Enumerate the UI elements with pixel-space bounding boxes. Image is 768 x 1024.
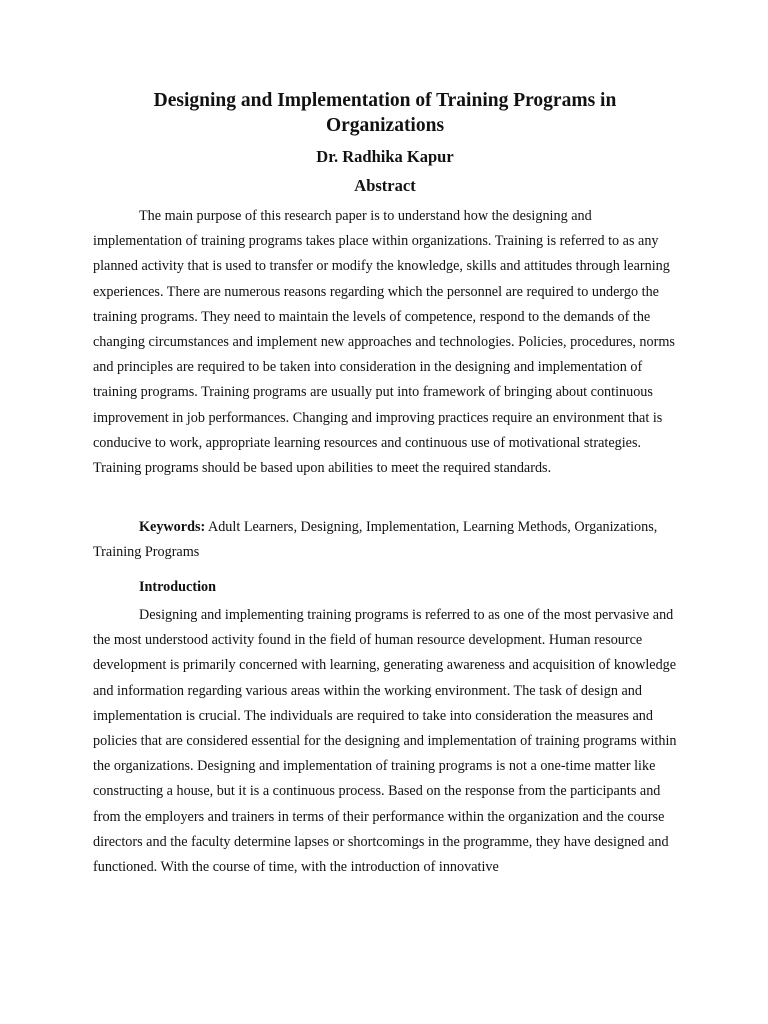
abstract-paragraph: The main purpose of this research paper is to understand how the designing and implementation of training programs takes place within organizations. Training is referred to as any planned activity that is used to transfer or modify the knowledge, skills and attitudes through learning experiences. There are numerous reasons regarding which the personnel are required to undergo the training programs. They need to maintain the levels of competence, respond to the demands of the changing circumstances and implement new approaches and technologies. Policies, procedures, norms and principles are required to be taken into consideration in the designing and implementation of training programs. Training programs are usually put into framework of bringing about continuous improvement in job performances. Changing and improving practices require an environment that is conducive to work, appropriate learning resources and continuous use of motivational strategies. Training programs should be based upon abilities to meet the required standards. bbox=[93, 208, 675, 477]
keywords-list: Adult Learners, Designing, Implementation, Learning Methods, Organizations, Training Programs bbox=[93, 519, 658, 561]
introduction-heading: Introduction bbox=[139, 579, 216, 595]
introduction-paragraph: Designing and implementing training programs is referred to as one of the most pervasive and the most understood activity found in the field of human resource development. Human resource development is primarily concerned with learning, generating awareness and acquisition of knowledge and information regarding various areas within the working environment. The task of design and implementation is crucial. The individuals are required to take into consideration the measures and policies that are considered essential for the designing and implementation of training programs within the organizations. Designing and implementation of training programs is not a one-time matter like constructing a house, but it is a continuous process. Based on the response from the participants and from the employers and trainers in terms of their performance within the organization and the course directors and the faculty determine lapses or shortcomings in the programme, they have designed and functioned. With the course of time, with the introduction of innovative bbox=[93, 607, 677, 876]
keywords-label: Keywords: bbox=[139, 519, 206, 535]
abstract-heading: Abstract bbox=[354, 176, 416, 195]
keywords-paragraph bbox=[93, 515, 679, 565]
paper-title: Designing and Implementation of Training Programs in Organizations bbox=[153, 90, 617, 136]
author-name: Dr. Radhika Kapur bbox=[316, 147, 454, 166]
